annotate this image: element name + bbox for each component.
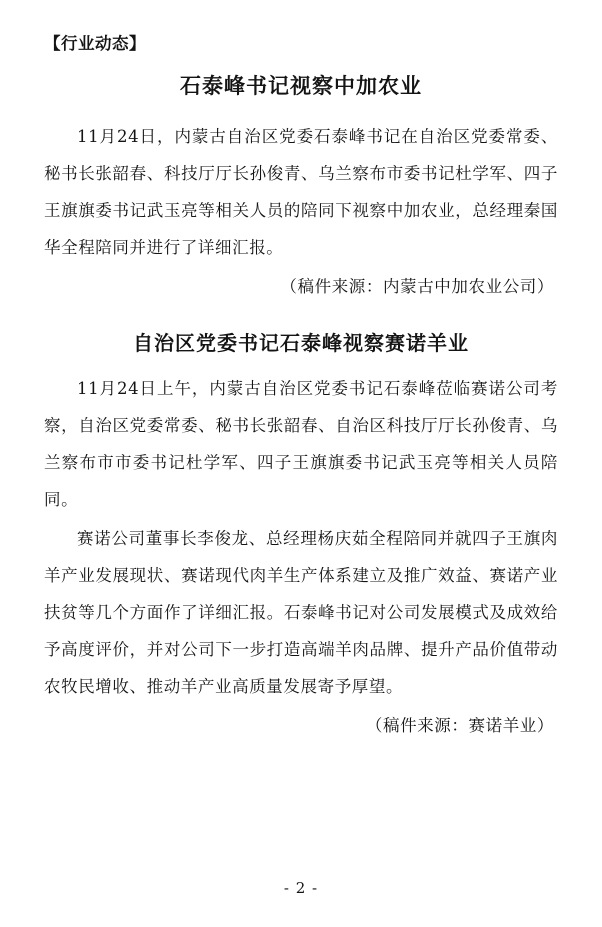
article-2-paragraph-2: 赛诺公司董事长李俊龙、总经理杨庆茹全程陪同并就四子王旗肉羊产业发展现状、赛诺现代肉羊生产体系建立及推广效益、赛诺产业扶贫等几个方面作了详细汇报。石泰峰书记对公司发展模式及成效给予高度评价，并对公司下一步打造高端羊肉品牌、提升产品价值带动农牧民增收、推动羊产业高质量发展寄予厚望。 <box>44 529 558 696</box>
section-tag: 【行业动态】 <box>44 34 146 53</box>
article-1-source: （稿件来源：内蒙古中加农业公司） <box>280 277 554 296</box>
article-1-paragraph-1: 11月24日，内蒙古自治区党委石泰峰书记在自治区党委常委、秘书长张韶春、科技厅厅长孙俊青、乌兰察布市委书记杜学军、四子王旗旗委书记武玉亮等相关人员的陪同下视察中加农业，总经理秦国华全程陪同并进行了详细汇报。 <box>44 127 558 257</box>
article-2-source: （稿件来源：赛诺羊业） <box>365 716 554 735</box>
page-number: - 2 - <box>283 879 319 897</box>
article-title-2: 自治区党委书记石泰峰视察赛诺羊业 <box>133 331 469 355</box>
article-2-paragraph-1: 11月24日上午，内蒙古自治区党委书记石泰峰莅临赛诺公司考察，自治区党委常委、秘书长张韶春、自治区科技厅厅长孙俊青、乌兰察布市市委书记杜学军、四子王旗旗委书记武玉亮等相关人员陪同。 <box>44 379 558 509</box>
article-title-1: 石泰峰书记视察中加农业 <box>180 73 422 98</box>
